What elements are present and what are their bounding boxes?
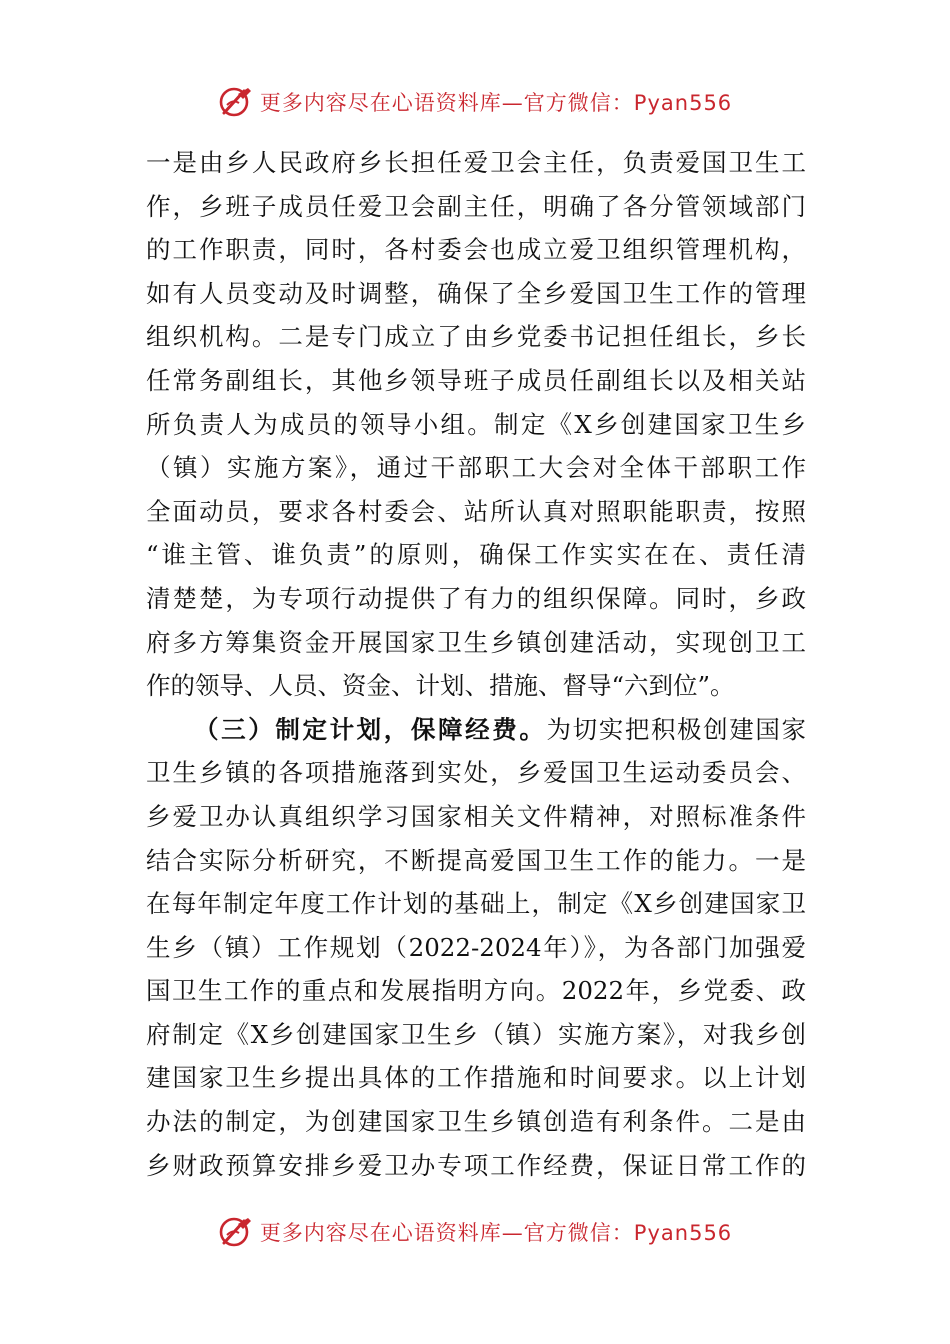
paragraph-2 xyxy=(146,708,806,1188)
text-line: 所负责人为成员的领导小组。制定《X乡创建国家卫生乡 xyxy=(146,409,806,439)
text-line: 的工作职责，同时，各村委会也成立爱卫组织管理机构， xyxy=(146,235,806,265)
section-heading: （三）制定计划，保障经费。 xyxy=(194,714,547,744)
watermark-text: 更多内容尽在心语资料库—官方微信：Pyan556 xyxy=(259,1221,733,1245)
text-line: 清楚楚，为专项行动提供了有力的组织保障。同时，乡政 xyxy=(146,583,806,613)
text-line: 一是由乡人民政府乡长担任爱卫会主任，负责爱国卫生工 xyxy=(146,148,806,177)
header-watermark xyxy=(0,82,950,122)
text-line: 乡财政预算安排乡爱卫办专项工作经费，保证日常工作的 xyxy=(146,1150,806,1180)
text-line: 组织机构。二是专门成立了由乡党委书记担任组长，乡长 xyxy=(146,322,806,352)
text-line: 生乡（镇）工作规划（2022-2024年）》，为各部门加强爱 xyxy=(146,932,806,962)
text-span: 为切实把积极创建国家 xyxy=(546,714,806,744)
text-line: 任常务副组长，其他乡领导班子成员任副组长以及相关站 xyxy=(146,365,806,395)
watermark-text: 更多内容尽在心语资料库—官方微信：Pyan556 xyxy=(259,91,733,115)
document-body xyxy=(146,141,806,1187)
text-line: 卫生乡镇的各项措施落到实处，乡爱国卫生运动委员会、 xyxy=(146,758,806,788)
paragraph-1 xyxy=(146,141,806,708)
paragraph-2-first-line xyxy=(146,708,806,752)
text-line: （镇）实施方案》，通过干部职工大会对全体干部职工作 xyxy=(146,453,806,483)
text-line: 在每年制定年度工作计划的基础上，制定《X乡创建国家卫 xyxy=(146,889,806,919)
text-line: 全面动员，要求各村委会、站所认真对照职能职责，按照 xyxy=(146,496,806,526)
pen-seal-logo-icon xyxy=(218,1215,254,1249)
text-line: 建国家卫生乡提出具体的工作措施和时间要求。以上计划 xyxy=(146,1063,806,1093)
footer-watermark xyxy=(0,1212,950,1252)
text-line: 如有人员变动及时调整，确保了全乡爱国卫生工作的管理 xyxy=(146,278,806,308)
text-line: “谁主管、谁负责”的原则，确保工作实实在在、责任清 xyxy=(146,540,806,570)
text-line: 办法的制定，为创建国家卫生乡镇创造有利条件。二是由 xyxy=(146,1107,806,1137)
text-line: 作，乡班子成员任爱卫会副主任，明确了各分管领域部门 xyxy=(146,191,806,221)
text-line: 结合实际分析研究，不断提高爱国卫生工作的能力。一是 xyxy=(146,845,806,875)
text-line: 国卫生工作的重点和发展指明方向。2022年，乡党委、政 xyxy=(146,976,806,1006)
text-line: 作的领导、人员、资金、计划、措施、督导“六到位”。 xyxy=(146,671,735,701)
text-line: 乡爱卫办认真组织学习国家相关文件精神，对照标准条件 xyxy=(146,801,806,831)
text-line: 府制定《X乡创建国家卫生乡（镇）实施方案》，对我乡创 xyxy=(146,1019,806,1049)
text-line: 府多方筹集资金开展国家卫生乡镇创建活动，实现创卫工 xyxy=(146,627,806,657)
pen-seal-logo-icon xyxy=(218,85,254,119)
